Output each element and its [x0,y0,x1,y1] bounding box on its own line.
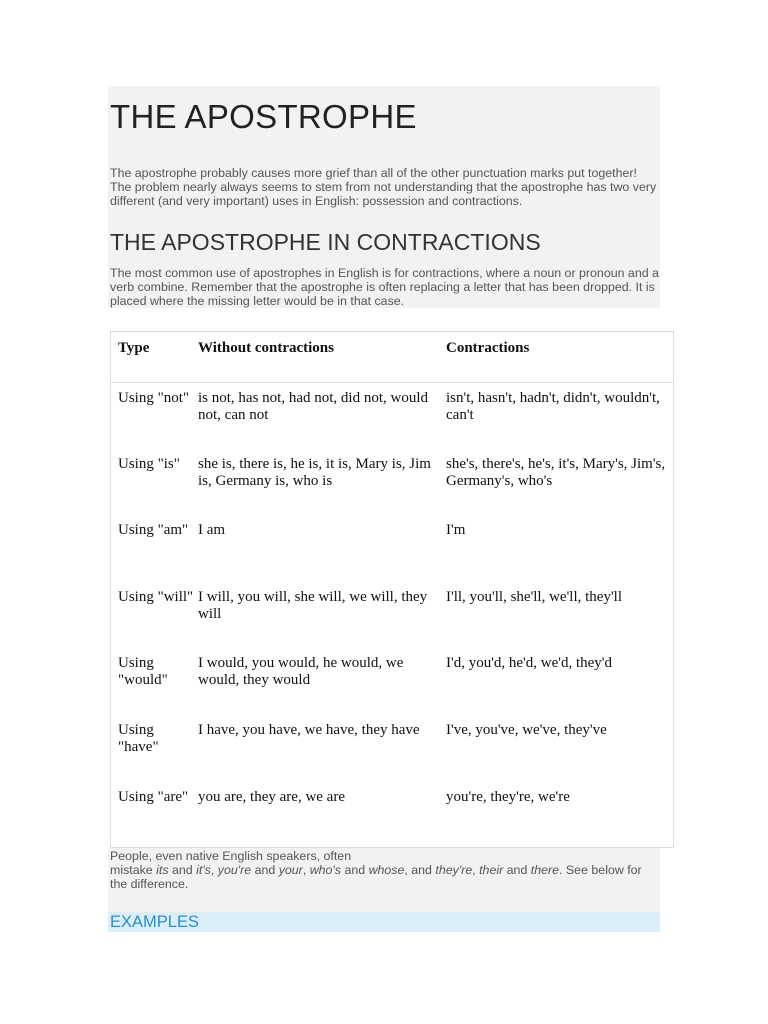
note-text: , [210,863,218,877]
cell-type: Using "is" [118,455,180,472]
cell-contraction: you're, they're, we're [446,788,570,805]
note-em: it's [196,863,211,877]
note-em: there [530,863,560,877]
note-line1: People, even native English speakers, often [110,849,352,863]
cell-without: I have, you have, we have, they have [198,721,420,738]
table-row [111,648,673,715]
cell-without: I would, you would, he would, we would, they would [198,655,404,689]
cell-without: she is, there is, he is, it is, Mary is, Jim is, Germany is, who is [198,455,431,489]
table [111,332,673,848]
cell-contraction: I've, you've, we've, they've [446,721,607,738]
cell-type: Using "would" [118,655,168,689]
note-text: and [503,863,531,877]
header-type: Type [111,332,198,382]
cell-contraction: I'd, you'd, he'd, we'd, they'd [446,655,612,672]
note-em: your [278,863,303,877]
cell-type: Using "will" [118,588,194,605]
note-text: , [472,863,480,877]
section-heading: THE APOSTROPHE IN CONTRACTIONS [110,229,541,255]
header-contractions: Contractions [446,332,673,382]
section-paragraph: The most common use of apostrophes in English is for contractions, where a noun or pronoun and a verb combine. Remember that the apostrophe is often replacing a letter that has been dropped. It is placed where the missing letter would be in that case. [110,266,659,308]
header-without: Without contractions [198,332,446,382]
table-row [111,782,673,849]
contractions-table [110,331,674,848]
table-row [111,449,673,516]
note-text: . See below for the difference. [110,863,642,891]
cell-contraction: she's, there's, he's, it's, Mary's, Jim's, Germany's, who's [446,455,666,489]
cell-type: Using "not" [118,389,190,406]
cell-contraction: isn't, hasn't, hadn't, didn't, wouldn't, can't [446,389,660,423]
table-row [111,715,673,782]
note-em: whose [368,863,405,877]
cell-contraction: I'm [446,522,466,539]
cell-type: Using "are" [118,788,189,805]
note-text: , [302,863,310,877]
examples-heading: EXAMPLES [110,913,199,931]
note-em: you're [217,863,252,877]
note-text: and [341,863,369,877]
cell-without: I will, you will, she will, we will, they will [198,588,428,622]
note-text: mistake [110,863,157,877]
table-row [111,382,673,449]
table-row [111,515,673,582]
cell-without: is not, has not, had not, did not, would not, can not [198,389,428,423]
intro-paragraph: The apostrophe probably causes more grief than all of the other punctuation marks put together! The problem nearly always seems to stem from not understanding that the apostrophe has two very different (and very important) uses in English: possession and contractions. [110,166,657,208]
table-header-row [111,332,673,382]
note-em: its [156,863,169,877]
cell-contraction: I'll, you'll, she'll, we'll, they'll [446,588,622,605]
page-title: THE APOSTROPHE [110,98,417,135]
note-em: they're [435,863,473,877]
cell-type: Using "have" [118,721,159,755]
note-em: who's [309,863,341,877]
note-text: , and [404,863,436,877]
note-text: and [251,863,279,877]
note-em: their [479,863,504,877]
table-row [111,582,673,649]
note-paragraph [110,849,660,891]
cell-without: you are, they are, we are [198,788,345,805]
cell-type: Using "am" [118,522,189,539]
note-text: and [168,863,197,877]
cell-without: I am [198,522,226,539]
